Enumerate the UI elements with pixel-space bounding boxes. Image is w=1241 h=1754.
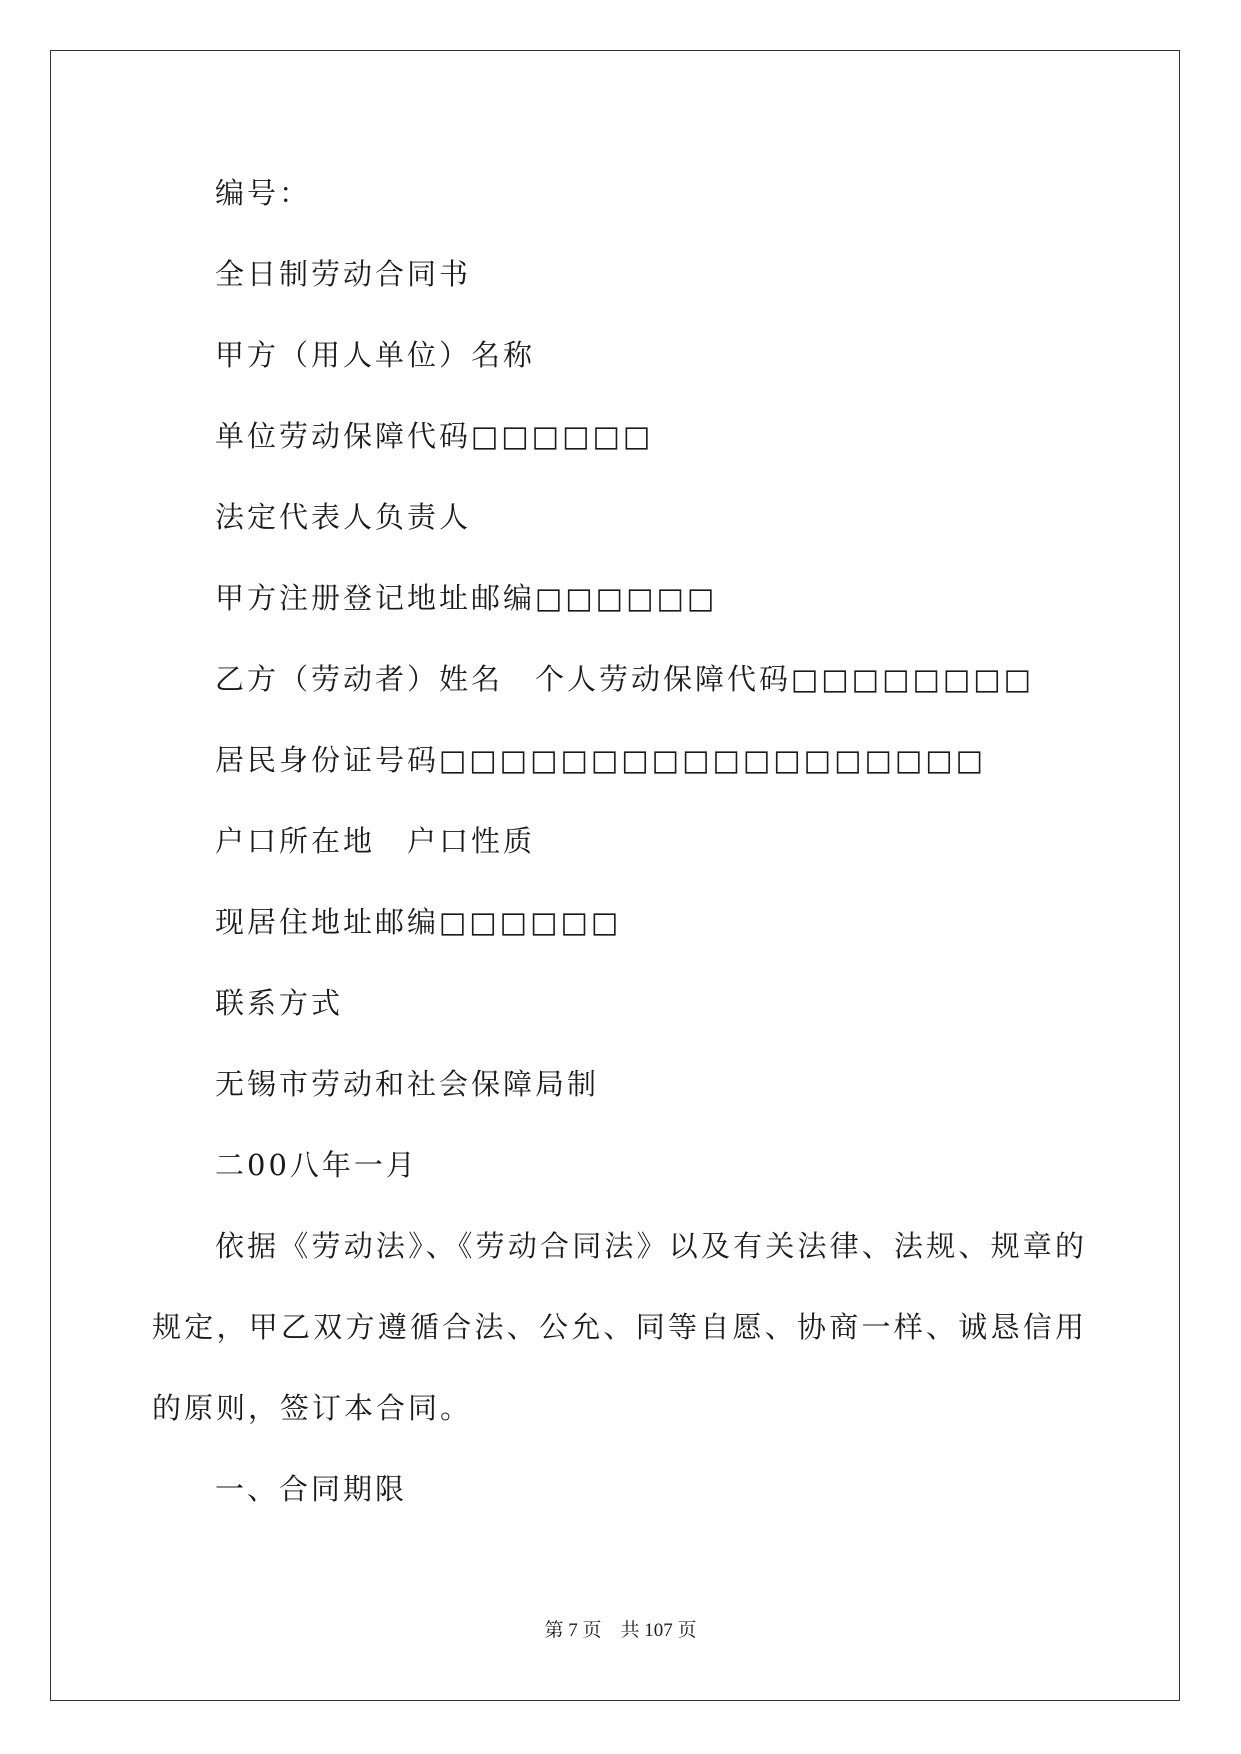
legal-representative-label: 法定代表人负责人 [215, 500, 472, 534]
party-a-name-label: 甲方（用人单位）名称 [215, 338, 536, 372]
page-footer: 第 7 页 共 107 页 [544, 1620, 697, 1641]
page-border [50, 50, 1180, 1701]
unit-labor-code-label: 单位劳动保障代码□□□□□□ [215, 419, 654, 453]
contact-label: 联系方式 [215, 986, 344, 1020]
id-number-label: 居民身份证号码□□□□□□□□□□□□□□□□□□ [215, 743, 987, 777]
contract-title: 全日制劳动合同书 [215, 257, 472, 291]
section-heading-term: 一、合同期限 [215, 1472, 408, 1506]
party-b-name-label: 乙方（劳动者）姓名 个人劳动保障代码□□□□□□□□ [215, 662, 1035, 696]
issue-date-label: 二00八年一月 [215, 1148, 418, 1182]
party-a-address-label: 甲方注册登记地址邮编□□□□□□ [215, 581, 718, 615]
preamble-paragraph: 依据《劳动法》、《劳动合同法》以及有关法律、法规、规章的规定，甲乙双方遵循合法、公允、同等自愿、协商一样、诚恳信用的原则，签订本合同。 [152, 1229, 1087, 1425]
issuer-label: 无锡市劳动和社会保障局制 [215, 1067, 600, 1101]
current-address-label: 现居住地址邮编□□□□□□ [215, 905, 622, 939]
household-registration-label: 户口所在地 户口性质 [215, 824, 536, 858]
contract-number-label: 编号： [215, 176, 312, 210]
